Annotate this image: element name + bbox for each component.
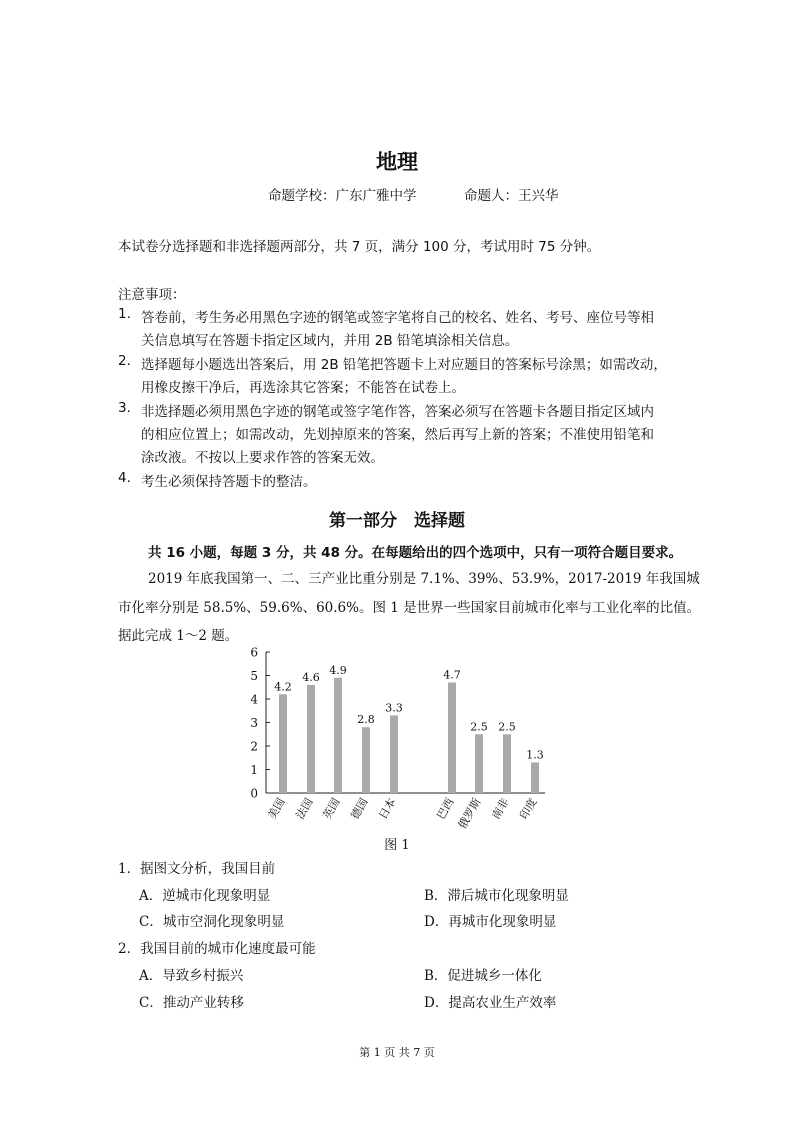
- subtitle-school: 命题学校：广东广雅中学: [268, 188, 417, 204]
- bar: [362, 727, 370, 793]
- bar: [475, 734, 483, 793]
- subtitle-author: 命题人：王兴华: [464, 188, 559, 204]
- y-tick-label: 0: [250, 786, 258, 801]
- section-instruction: 共 16 小题，每题 3 分，共 48 分。在每题给出的四个选项中，只有一项符合题目要求。: [148, 545, 683, 561]
- bar: [531, 762, 539, 793]
- notice-item-line: 用橡皮擦干净后，再选涂其它答案；不能答在试卷上。: [141, 380, 465, 396]
- bar-chart: [240, 640, 570, 855]
- x-tick-label: 南非: [489, 796, 512, 822]
- material-line: 据此完成 1～2 题。: [118, 628, 239, 644]
- bar-value-label: 2.8: [357, 713, 375, 727]
- notice-item-line: 涂改液。不按以上要求作答的答案无效。: [141, 450, 384, 466]
- notice-item-line: 答卷前，考生务必用黑色字迹的钢笔或签字笔将自己的校名、姓名、考号、座位号等相: [141, 310, 654, 326]
- question-option: B．促进城乡一体化: [424, 968, 542, 984]
- y-tick-label: 3: [250, 716, 258, 730]
- question-stem: 2．我国目前的城市化速度最可能: [118, 941, 316, 957]
- notice-item-line: 非选择题必须用黑色字迹的钢笔或签字笔作答，答案必须写在答题卡各题目指定区域内: [141, 404, 654, 420]
- x-tick-label: 日本: [376, 796, 399, 822]
- question-option: D．再城市化现象明显: [424, 914, 557, 930]
- material-line: 市化率分别是 58.5%、59.6%、60.6%。图 1 是世界一些国家目前城市化率与工业化率的比值。: [118, 600, 701, 616]
- bar: [390, 715, 398, 793]
- y-tick-label: 4: [250, 692, 258, 707]
- bar-value-label: 1.3: [526, 748, 544, 762]
- x-tick-label: 英国: [320, 796, 343, 822]
- section-title: 第一部分 选择题: [329, 511, 465, 531]
- page-title: 地理: [376, 150, 418, 174]
- notice-item-number: 1.: [118, 306, 131, 322]
- bar: [307, 685, 315, 793]
- page-footer: 第 1 页 共 7 页: [359, 1046, 435, 1059]
- notice-item-number: 2.: [118, 353, 131, 369]
- notice-item-line: 的相应位置上；如需改动，先划掉原来的答案，然后再写上新的答案；不准使用铅笔和: [141, 427, 654, 443]
- notice-item-line: 考生必须保持答题卡的整洁。: [141, 474, 317, 490]
- y-tick-label: 5: [250, 669, 258, 683]
- x-tick-label: 美国: [265, 796, 288, 822]
- bar-value-label: 4.2: [274, 680, 292, 694]
- x-tick-label: 德国: [348, 796, 371, 822]
- question-stem: 1．据图文分析，我国目前: [118, 861, 276, 877]
- notice-item-line: 选择题每小题选出答案后，用 2B 铅笔把答题卡上对应题目的答案标号涂黑；如需改动，: [141, 357, 667, 373]
- bar-value-label: 4.7: [443, 668, 461, 682]
- figure-caption: 图 1: [384, 838, 410, 853]
- notice-item-line: 关信息填写在答题卡指定区域内，并用 2B 铅笔填涂相关信息。: [141, 333, 519, 349]
- notice-heading: 注意事项：: [118, 287, 186, 303]
- x-tick-label: 印度: [517, 796, 540, 822]
- x-tick-label: 巴西: [434, 796, 457, 822]
- x-tick-label: 俄罗斯: [455, 796, 484, 832]
- exam-intro: 本试卷分选择题和非选择题两部分，共 7 页，满分 100 分，考试用时 75 分钟。: [118, 239, 601, 255]
- question-option: A．导致乡村振兴: [139, 968, 244, 984]
- notice-item-number: 3.: [118, 400, 131, 416]
- y-tick-label: 2: [250, 739, 258, 754]
- material-line: 2019 年底我国第一、二、三产业比重分别是 7.1%、39%、53.9%，2017-2019 年我国城: [148, 571, 700, 587]
- y-tick-label: 6: [250, 645, 258, 660]
- question-option: C．推动产业转移: [139, 995, 244, 1011]
- question-option: B．滞后城市化现象明显: [424, 888, 569, 904]
- bar: [448, 683, 456, 793]
- x-tick-label: 法国: [293, 796, 316, 822]
- question-option: D．提高农业生产效率: [424, 995, 557, 1011]
- notice-item-number: 4.: [118, 470, 131, 486]
- bar: [503, 734, 511, 793]
- bar: [334, 678, 342, 793]
- bar-value-label: 2.5: [498, 720, 516, 734]
- y-tick-label: 1: [250, 763, 258, 777]
- question-option: C．城市空洞化现象明显: [139, 914, 285, 930]
- bar-value-label: 2.5: [470, 720, 488, 734]
- bar-value-label: 4.6: [302, 670, 320, 684]
- bar-value-label: 3.3: [385, 701, 403, 715]
- question-option: A．逆城市化现象明显: [139, 888, 271, 904]
- bar: [279, 694, 287, 793]
- bar-value-label: 4.9: [329, 663, 347, 677]
